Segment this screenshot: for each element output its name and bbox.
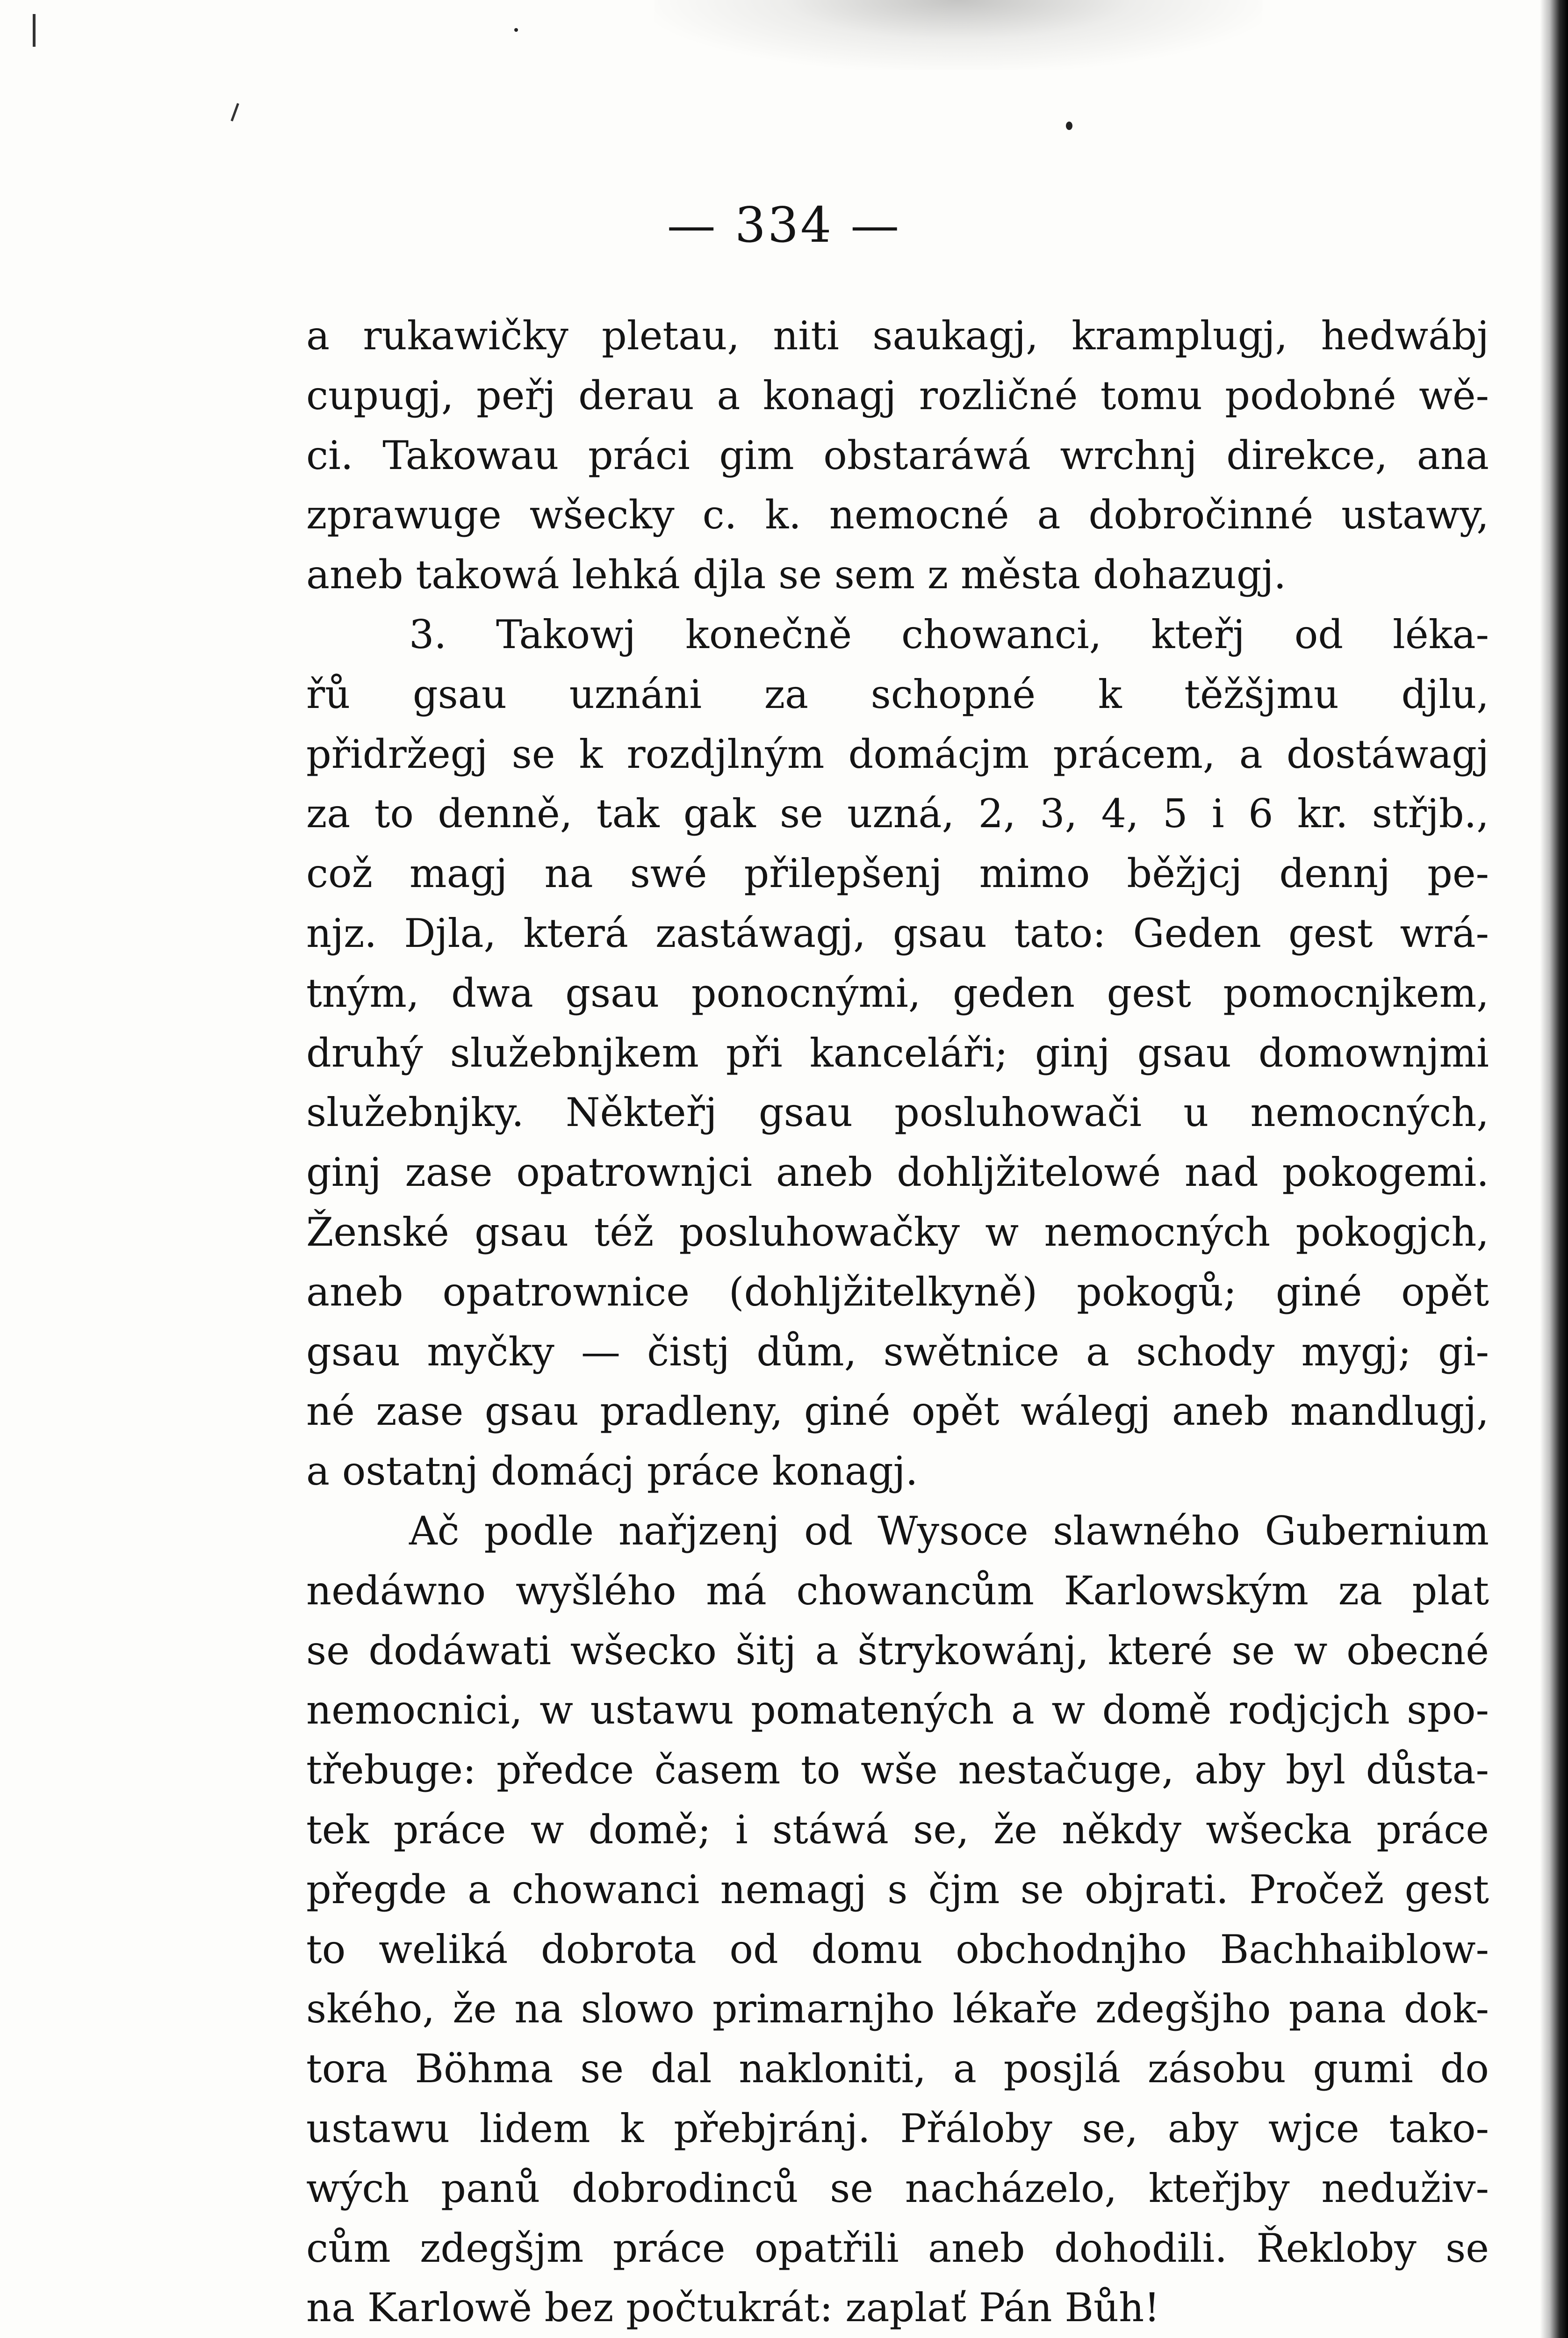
page-number: — 334 — — [667, 196, 901, 253]
text-line: to weliká dobrota od domu obchodnjho Bachhaiblow- — [306, 1926, 1489, 1972]
scan-dot — [1066, 122, 1072, 130]
body-text — [306, 306, 1489, 2338]
text-line: zprawuge wšecky c. k. nemocné a dobročinné ustawy, — [306, 492, 1489, 538]
text-line: njz. Djla, která zastáwagj, gsau tato: Geden gest wrá- — [306, 910, 1489, 956]
text-line: na Karlowě bez počtukrát: zaplať Pán Bůh! — [306, 2285, 1160, 2331]
text-line: tným, dwa gsau ponocnými, geden gest pomocnjkem, — [306, 970, 1489, 1016]
text-line: ginj zase opatrownjci aneb dohljžitelowé nad pokogemi. — [306, 1149, 1489, 1196]
text-line: ci. Takowau práci gim obstaráwá wrchnj direkce, ana — [306, 432, 1489, 478]
text-line: tek práce w domě; i stáwá se, že někdy wšecka práce — [306, 1806, 1489, 1853]
text-line: řů gsau uznáni za schopné k těžšjmu djlu, — [306, 671, 1489, 717]
text-line: nemocnici, w ustawu pomatených a w domě rodjcjch spo- — [306, 1687, 1489, 1733]
text-line: nedáwno wyšlého má chowancům Karlowským za plat — [306, 1567, 1489, 1614]
text-line: přegde a chowanci nemagj s čjm se objrati. Pročež gest — [306, 1866, 1489, 1912]
text-line: tora Böhma se dal nakloniti, a posjlá zásobu gumi do — [306, 2046, 1489, 2092]
text-line: aneb opatrownice (dohljžitelkyně) pokogů; giné opět — [306, 1269, 1489, 1315]
text-line: cům zdegšjm práce opatřili aneb dohodili. Řekloby se — [306, 2225, 1489, 2271]
text-line: služebnjky. Někteřj gsau posluhowači u nemocných, — [306, 1090, 1489, 1136]
text-line: se dodáwati wšecko šitj a štrykowánj, které se w obecné — [306, 1627, 1489, 1674]
text-line: což magj na swé přilepšenj mimo běžjcj dennj pe- — [306, 851, 1489, 897]
page-edge-shadow — [1540, 0, 1568, 2338]
text-line: Ženské gsau též posluhowačky w nemocných pokogjch, — [306, 1209, 1489, 1255]
text-line: druhý služebnjkem při kanceláři; ginj gsau domownjmi — [306, 1030, 1489, 1076]
text-line: a ostatnj domácj práce konagj. — [306, 1448, 918, 1494]
text-line: né zase gsau pradleny, giné opět wálegj aneb mandlugj, — [306, 1388, 1489, 1435]
text-line: gsau myčky — čistj dům, swětnice a schody mygj; gi- — [306, 1328, 1489, 1375]
text-line: cupugj, peřj derau a konagj rozličné tomu podobné wě- — [306, 372, 1489, 419]
scan-dot — [514, 28, 518, 32]
scan-mark — [33, 14, 36, 47]
text-line: 3. Takowj konečně chowanci, kteřj od léka- — [409, 611, 1489, 657]
text-line: ustawu lidem k přebjránj. Přáloby se, aby wjce tako- — [306, 2105, 1489, 2151]
text-line: aneb takowá lehká djla se sem z města dohazugj. — [306, 552, 1287, 598]
top-smudge — [655, 0, 1262, 70]
text-line: wých panů dobrodinců se nacházelo, kteřjby neduživ- — [306, 2165, 1489, 2211]
text-line: přidržegj se k rozdjlným domácjm prácem, a dostáwagj — [306, 731, 1489, 777]
text-line: za to denně, tak gak se uzná, 2, 3, 4, 5 i 6 kr. střjb., — [306, 791, 1489, 837]
text-line: třebuge: předce časem to wše nestačuge, aby byl důsta- — [306, 1747, 1489, 1793]
text-line: Ač podle nařjzenj od Wysoce slawného Gubernium — [409, 1508, 1489, 1554]
text-line: a rukawičky pletau, niti saukagj, kramplugj, hedwábj — [306, 313, 1489, 359]
text-line: ského, že na slowo primarnjho lékaře zdegšjho pana dok- — [306, 1986, 1489, 2032]
